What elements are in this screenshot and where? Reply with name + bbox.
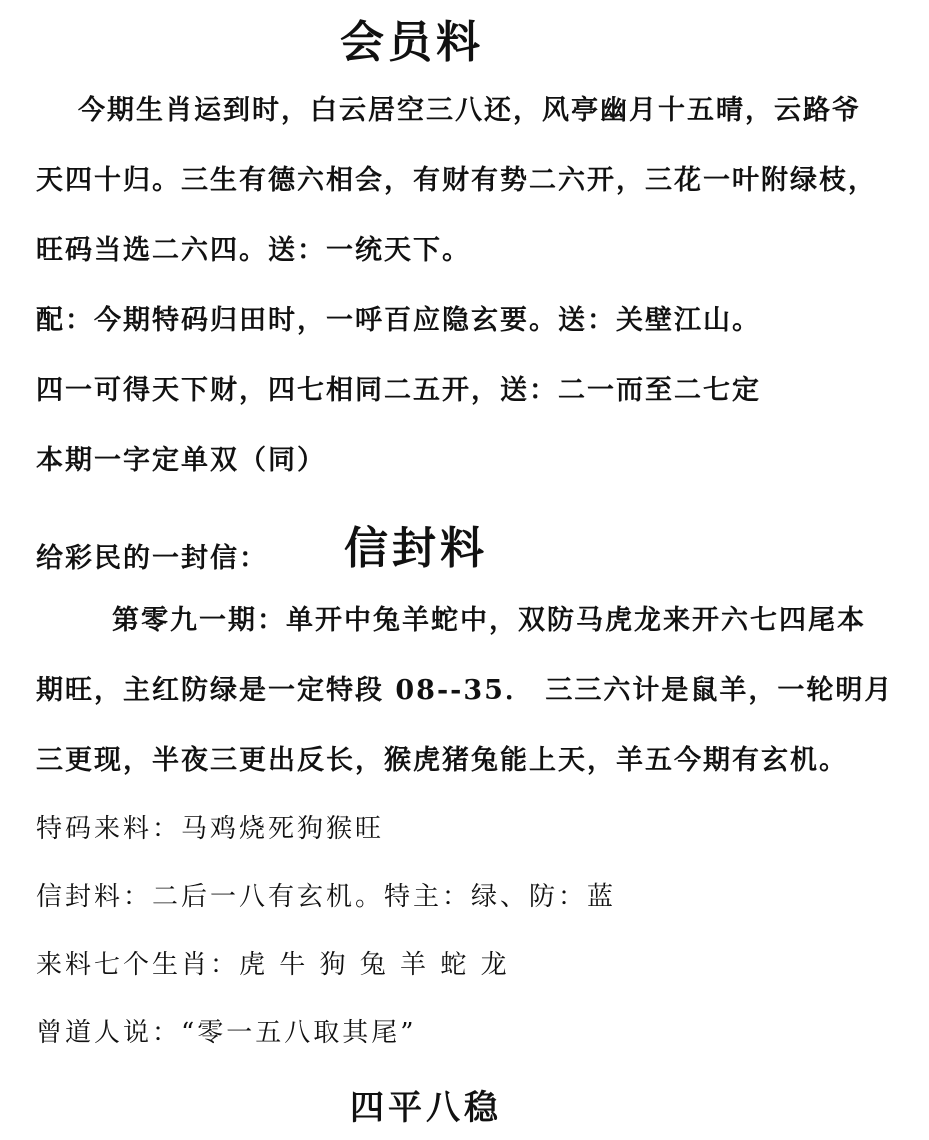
member-line-1: 今期生肖运到时，白云居空三八还，风亭幽月十五晴，云路爷 (78, 95, 861, 126)
letter-label: 给彩民的一封信： (36, 543, 268, 574)
letter-title: 信封料 (344, 523, 488, 574)
member-line-3: 旺码当选二六四。送：一统天下。 (36, 235, 471, 266)
member-line-5: 四一可得天下财，四七相同二五开，送：二一而至二七定 (36, 375, 761, 406)
envelope-line: 信封料：二后一八有玄机。特主：绿、防：蓝 (36, 882, 617, 912)
zodiac-line: 来料七个生肖：虎 牛 狗 兔 羊 蛇 龙 (36, 950, 510, 980)
member-line-2: 天四十归。三生有德六相会，有财有势二六开，三花一叶附绿枝， (36, 165, 877, 196)
footer-title: 四平八稳 (350, 1088, 502, 1128)
letter-line-3: 三更现，半夜三更出反长，猴虎猪兔能上天，羊五今期有玄机。 (36, 745, 848, 776)
page-title: 会员料 (340, 17, 484, 68)
letter-line-1: 第零九一期：单开中兔羊蛇中，双防马虎龙来开六七四尾本 (112, 605, 866, 636)
member-line-4: 配：今期特码归田时，一呼百应隐玄要。送：关壁江山。 (36, 305, 761, 336)
special-code-line: 特码来料：马鸡烧死狗猴旺 (36, 814, 385, 844)
letter-line-2: 期旺，主红防绿是一定特段 08--35． 三三六计是鼠羊，一轮明月 (36, 675, 894, 706)
quote-line: 曾道人说：“零一五八取其尾” (36, 1018, 417, 1048)
member-line-6: 本期一字定单双（同） (36, 445, 326, 476)
